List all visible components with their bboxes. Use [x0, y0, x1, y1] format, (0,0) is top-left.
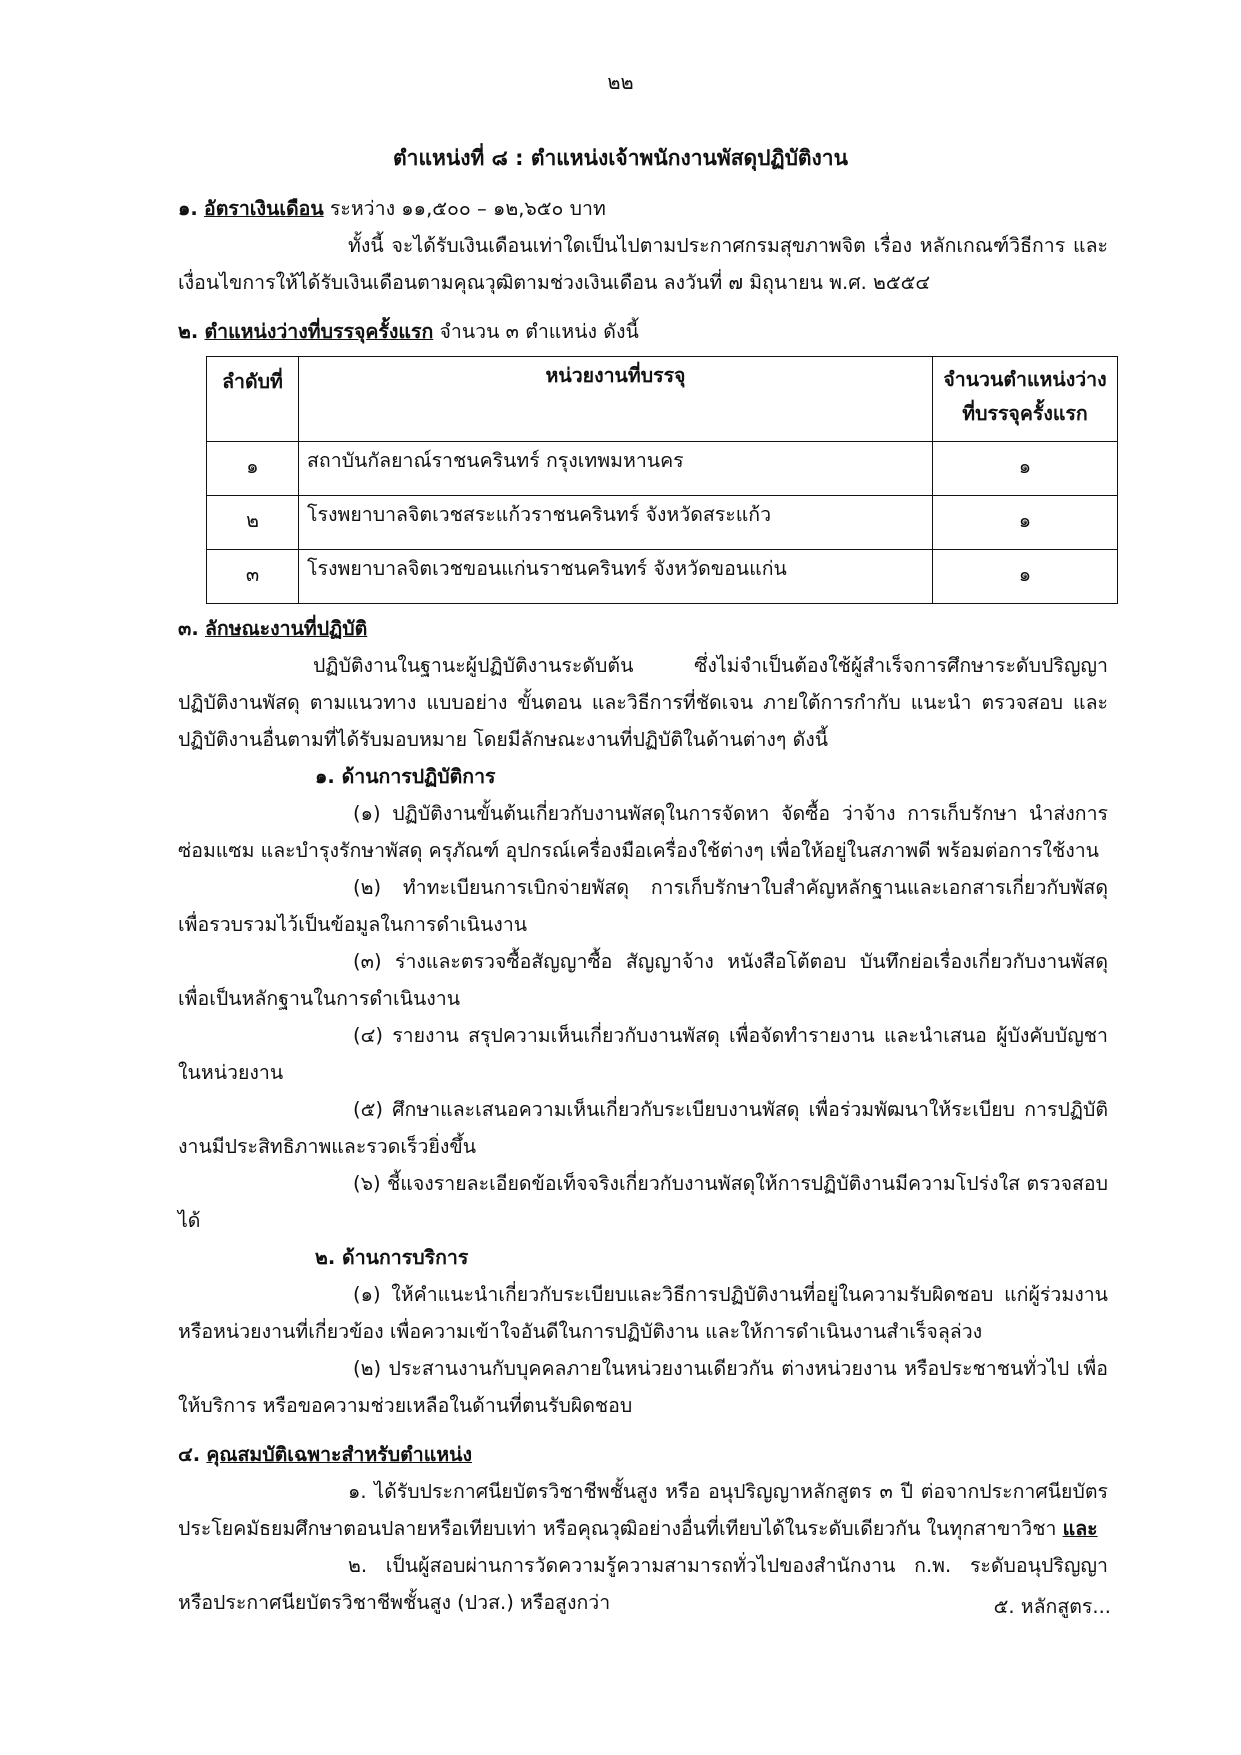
service-item: (๒) ประสานงานกับบุคคลภายในหน่วยงานเดียวกัน ต่างหน่วยงาน หรือประชาชนทั่วไป เพื่อให้บริการ หรือขอความช่วยเหลือในด้านที่ตนรับผิดชอบ — [178, 1357, 1108, 1417]
duties-intro: ปฏิบัติงานในฐานะผู้ปฏิบัติงานระดับต้น ซึ่งไม่จำเป็นต้องใช้ผู้สำเร็จการศึกษาระดับปริญญา ปฏิบัติงานพัสดุ ตามแนวทาง แบบอย่าง ขั้นตอน และวิธีการที่ชัดเจน ภายใต้การกำกับ แนะนำ ตรวจสอบ และปฏิบัติงานอื่นตามที่ได้รับมอบหมาย โดยมีลักษณะงานที่ปฏิบัติในด้านต่างๆ ดังนี้ — [178, 654, 1108, 751]
column-header: หน่วยงานที่บรรจุ — [299, 357, 933, 442]
column-header: ลำดับที่ — [207, 357, 299, 442]
table-cell: ๑ — [933, 550, 1118, 604]
duty-item: (๓) ร่างและตรวจซื้อสัญญาซื้อ สัญญาจ้าง หนังสือโต้ตอบ บันทึกย่อเรื่องเกี่ยวกับงานพัสดุ เพื่อเป็นหลักฐานในการดำเนินงาน — [178, 950, 1108, 1010]
duty-item: (๔) รายงาน สรุปความเห็นเกี่ยวกับงานพัสดุ เพื่อจัดทำรายงาน และนำเสนอ ผู้บังคับบัญชา ในหน่วยงาน — [178, 1024, 1108, 1084]
table-cell: ๑ — [933, 496, 1118, 550]
table-cell: ๑ — [933, 442, 1118, 496]
duty-item: (๖) ชี้แจงรายละเอียดข้อเท็จจริงเกี่ยวกับงานพัสดุให้การปฏิบัติงานมีความโปร่งใส ตรวจสอบได้ — [178, 1172, 1108, 1232]
and-conjunction: และ — [1062, 1517, 1098, 1540]
section-heading: ตำแหน่งว่างที่บรรจุครั้งแรก — [204, 320, 434, 343]
salary-paragraph: ทั้งนี้ จะได้รับเงินเดือนเท่าใดเป็นไปตามประกาศกรมสุขภาพจิต เรื่อง หลักเกณฑ์วิธีการ และเงื่อนไขการให้ได้รับเงินเดือนตามคุณวุฒิตามช่วงเงินเดือน ลงวันที่ ๗ มิถุนายน พ.ศ. ๒๕๕๔ — [178, 234, 1108, 294]
qualification-item — [178, 1473, 1108, 1547]
column-header: จำนวนตำแหน่งว่างที่บรรจุครั้งแรก — [933, 357, 1118, 442]
table-cell: ๓ — [207, 550, 299, 604]
qualification-item: ๒. เป็นผู้สอบผ่านการวัดความรู้ความสามารถทั่วไปของสำนักงาน ก.พ. ระดับอนุปริญญา หรือประกาศนียบัตรวิชาชีพชั้นสูง (ปวส.) หรือสูงกว่า — [178, 1554, 1108, 1614]
section-1-heading — [178, 190, 1108, 227]
table-header-row — [207, 357, 1118, 442]
section-heading: อัตราเงินเดือน — [204, 197, 324, 220]
section-number: ๒. — [178, 320, 199, 343]
table-cell: โรงพยาบาลจิตเวชสระแก้วราชนครินทร์ จังหวัดสระแก้ว — [299, 496, 933, 550]
next-page-indicator: ๕. หลักสูตร... — [993, 1595, 1111, 1618]
section-number: ๑. — [178, 197, 198, 220]
section-3-heading — [178, 610, 1108, 647]
qualification-text: ๑. ได้รับประกาศนียบัตรวิชาชีพชั้นสูง หรือ อนุปริญญาหลักสูตร ๓ ปี ต่อจากประกาศนียบัตร ประโยคมัธยมศึกษาตอนปลายหรือเทียบเท่า หรือคุณวุฒิอย่างอื่นที่เทียบได้ในระดับเดียวกัน ในทุกสาขาวิชา — [178, 1480, 1108, 1540]
duty-item: (๑) ปฏิบัติงานขั้นต้นเกี่ยวกับงานพัสดุในการจัดหา จัดซื้อ ว่าจ้าง การเก็บรักษา นำส่งการซ่อมแซม และบำรุงรักษาพัสดุ ครุภัณฑ์ อุปกรณ์เครื่องมือเครื่องใช้ต่างๆ เพื่อให้อยู่ในสภาพดี พร้อมต่อการใช้งาน — [178, 802, 1108, 862]
subsection-heading: ๑. ด้านการปฏิบัติการ — [315, 765, 496, 788]
table-cell: โรงพยาบาลจิตเวชขอนแก่นราชนครินทร์ จังหวัดขอนแก่น — [299, 550, 933, 604]
vacancy-table — [206, 356, 1118, 604]
table-cell: ๑ — [207, 442, 299, 496]
section-heading: ลักษณะงานที่ปฏิบัติ — [204, 617, 368, 640]
document-body — [178, 190, 1108, 1621]
subsection-heading: ๒. ด้านการบริการ — [315, 1246, 469, 1269]
table-row — [207, 550, 1118, 604]
section-2-heading — [178, 313, 1108, 350]
section-4-heading — [178, 1436, 1108, 1473]
section-number: ๔. — [178, 1443, 201, 1466]
section-heading: คุณสมบัติเฉพาะสำหรับตำแหน่ง — [206, 1443, 472, 1466]
vacancy-count: จำนวน ๓ ตำแหน่ง ดังนี้ — [433, 320, 639, 343]
salary-range: ระหว่าง ๑๑,๕๐๐ – ๑๒,๖๕๐ บาท — [323, 197, 606, 220]
table-cell: สถาบันกัลยาณ์ราชนครินทร์ กรุงเทพมหานคร — [299, 442, 933, 496]
table-row — [207, 496, 1118, 550]
table-row — [207, 442, 1118, 496]
page-title: ตำแหน่งที่ ๘ : ตำแหน่งเจ้าพนักงานพัสดุปฏิบัติงาน — [393, 146, 848, 170]
table-cell: ๒ — [207, 496, 299, 550]
duty-item: (๕) ศึกษาและเสนอความเห็นเกี่ยวกับระเบียบงานพัสดุ เพื่อร่วมพัฒนาให้ระเบียบ การปฏิบัติงานมีประสิทธิภาพและรวดเร็วยิ่งขึ้น — [178, 1098, 1108, 1158]
section-number: ๓. — [178, 617, 199, 640]
service-item: (๑) ให้คำแนะนำเกี่ยวกับระเบียบและวิธีการปฏิบัติงานที่อยู่ในความรับผิดชอบ แก่ผู้ร่วมงาน หรือหน่วยงานที่เกี่ยวข้อง เพื่อความเข้าใจอันดีในการปฏิบัติงาน และให้การดำเนินงานสำเร็จลุล่วง — [178, 1283, 1108, 1343]
duty-item: (๒) ทำทะเบียนการเบิกจ่ายพัสดุ การเก็บรักษาใบสำคัญหลักฐานและเอกสารเกี่ยวกับพัสดุ เพื่อรวบรวมไว้เป็นข้อมูลในการดำเนินงาน — [178, 876, 1108, 936]
page-number: ๒๒ — [607, 70, 634, 94]
